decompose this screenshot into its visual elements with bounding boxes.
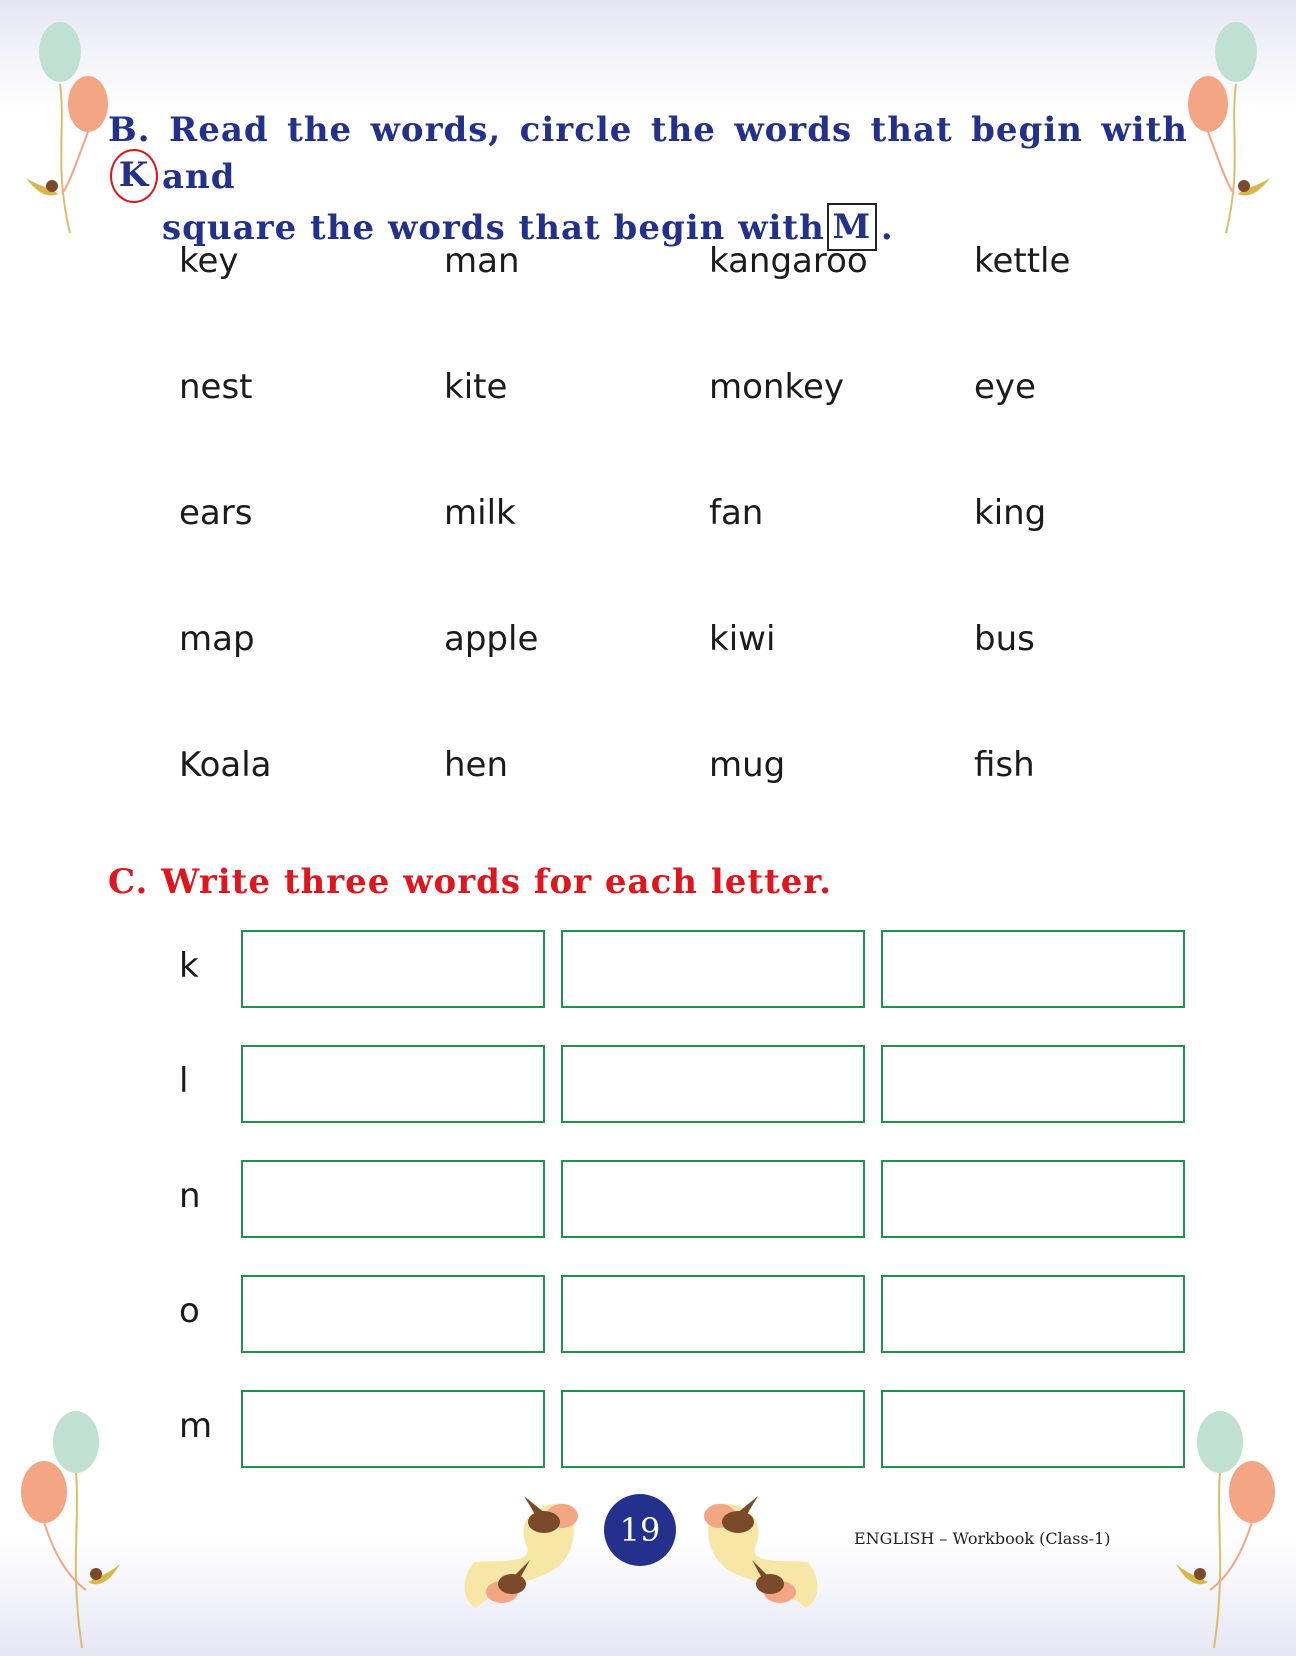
word-item[interactable]: monkey bbox=[709, 367, 844, 407]
answer-box[interactable] bbox=[561, 1275, 865, 1353]
answer-box[interactable] bbox=[561, 1160, 865, 1238]
answer-box[interactable] bbox=[881, 1390, 1185, 1468]
writing-row bbox=[179, 1390, 1189, 1505]
word-grid bbox=[179, 232, 1239, 862]
row-letter: o bbox=[179, 1291, 200, 1331]
word-item[interactable]: kettle bbox=[974, 241, 1071, 281]
word-item[interactable]: key bbox=[179, 241, 239, 281]
answer-box[interactable] bbox=[881, 1275, 1185, 1353]
section-c-label: C. bbox=[108, 862, 149, 902]
word-item[interactable]: kangaroo bbox=[709, 241, 868, 281]
writing-grid bbox=[179, 930, 1189, 1505]
word-item[interactable]: hen bbox=[444, 745, 509, 785]
answer-box[interactable] bbox=[241, 1045, 545, 1123]
answer-box[interactable] bbox=[241, 1160, 545, 1238]
section-b-line1: Read the words, circle the words that begin with bbox=[169, 110, 1188, 150]
row-letter: n bbox=[179, 1176, 201, 1216]
word-row bbox=[179, 358, 1239, 484]
answer-box[interactable] bbox=[561, 1390, 865, 1468]
word-item[interactable]: milk bbox=[444, 493, 516, 533]
writing-row bbox=[179, 1275, 1189, 1390]
row-letter: l bbox=[179, 1061, 189, 1101]
word-item[interactable]: Koala bbox=[179, 745, 272, 785]
word-item[interactable]: apple bbox=[444, 619, 539, 659]
section-c-instructions bbox=[108, 862, 832, 902]
word-row bbox=[179, 484, 1239, 610]
word-row bbox=[179, 232, 1239, 358]
word-item[interactable]: map bbox=[179, 619, 255, 659]
word-item[interactable]: nest bbox=[179, 367, 253, 407]
answer-box[interactable] bbox=[881, 930, 1185, 1008]
section-b-line2: square the words that begin with bbox=[162, 208, 825, 248]
answer-box[interactable] bbox=[561, 1045, 865, 1123]
answer-box[interactable] bbox=[881, 1160, 1185, 1238]
answer-box[interactable] bbox=[241, 1390, 545, 1468]
bird-ribbon-left bbox=[456, 1490, 586, 1615]
answer-box[interactable] bbox=[561, 930, 865, 1008]
word-item[interactable]: bus bbox=[974, 619, 1035, 659]
word-item[interactable]: mug bbox=[709, 745, 786, 785]
word-row bbox=[179, 610, 1239, 736]
row-letter: m bbox=[179, 1406, 213, 1446]
word-item[interactable]: ears bbox=[179, 493, 253, 533]
answer-box[interactable] bbox=[241, 930, 545, 1008]
word-item[interactable]: man bbox=[444, 241, 520, 281]
word-item[interactable]: eye bbox=[974, 367, 1036, 407]
row-letter: k bbox=[179, 946, 199, 986]
word-item[interactable]: kiwi bbox=[709, 619, 776, 659]
section-c-text: Write three words for each letter. bbox=[161, 862, 833, 902]
writing-row bbox=[179, 930, 1189, 1045]
writing-row bbox=[179, 1045, 1189, 1160]
bird-ribbon-right bbox=[696, 1490, 826, 1615]
section-b-and: and bbox=[162, 157, 236, 197]
page-number: 19 bbox=[604, 1494, 676, 1566]
section-b-period: . bbox=[880, 208, 894, 248]
word-row bbox=[179, 736, 1239, 862]
balloon-bottom-left bbox=[16, 1410, 126, 1650]
word-item[interactable]: fish bbox=[974, 745, 1035, 785]
book-title: ENGLISH – Workbook (Class-1) bbox=[854, 1529, 1111, 1548]
answer-box[interactable] bbox=[881, 1045, 1185, 1123]
circled-letter-k: K bbox=[110, 149, 158, 203]
squared-letter-m: M bbox=[827, 203, 877, 251]
section-b-label: B. bbox=[108, 110, 151, 150]
word-item[interactable]: kite bbox=[444, 367, 508, 407]
word-item[interactable]: fan bbox=[709, 493, 764, 533]
writing-row bbox=[179, 1160, 1189, 1275]
answer-box[interactable] bbox=[241, 1275, 545, 1353]
word-item[interactable]: king bbox=[974, 493, 1047, 533]
